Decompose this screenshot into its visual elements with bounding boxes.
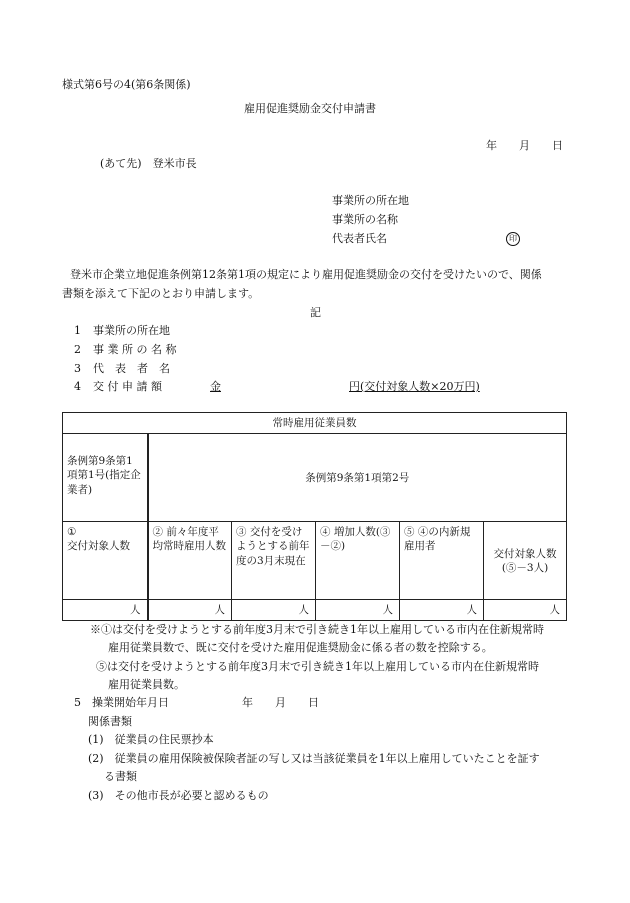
employee-table: [62, 412, 567, 621]
item-2: [74, 343, 176, 356]
item-4-label: 交 付 申 請 額: [93, 380, 162, 393]
body-line-1: 登米市企業立地促進条例第12条第1項の規定により雇用促進奨励金の交付を受けたいので、関係: [70, 268, 542, 281]
note-1-line-1: ※①は交付を受けようとする前年度3月末で引き続き1年以上雇用している市内在住新規常時: [90, 623, 544, 636]
item-4: [74, 380, 162, 393]
unit-cell-4: 人: [316, 600, 400, 621]
item-1-num: 1: [74, 324, 81, 337]
seal-icon: 印: [506, 232, 520, 246]
note-2-line-2: 雇用従業員数。: [108, 678, 185, 691]
applicant-name-label: 事業所の名称: [332, 213, 398, 226]
item-3-num: 3: [74, 362, 81, 375]
unit-cell-2: 人: [148, 600, 232, 621]
col-header-4: ④ 増加人数(③－②): [316, 522, 400, 600]
amount-field: [210, 380, 492, 393]
item-4-num: 4: [74, 380, 81, 393]
date-line: 年 月 日: [486, 139, 563, 152]
applicant-address-label: 事業所の所在地: [332, 194, 409, 207]
unit-cell-5: 人: [400, 600, 484, 621]
related-docs-title: 関係書類: [88, 715, 132, 728]
unit-cell-6: 人: [484, 600, 567, 621]
form-label: 様式第6号の4(第6条関係): [62, 78, 191, 91]
body-line-2: 書類を添えて下記のとおり申請します。: [62, 287, 260, 300]
page-title: 雇用促進奨励金交付申請書: [244, 102, 376, 115]
applicant-rep-label: 代表者氏名: [332, 232, 387, 245]
table-main-header: 常時雇用従業員数: [63, 413, 567, 434]
item-3-label: 代 表 者 名: [93, 362, 170, 375]
table-right-header: 条例第9条第1項第2号: [148, 434, 567, 522]
related-doc-2-line-2: る書類: [104, 770, 137, 783]
note-2-line-1: ⑤は交付を受けようとする前年度3月末で引き続き1年以上雇用している市内在住新規常時: [96, 660, 539, 673]
amount-suffix: 円(交付対象人数×20万円): [349, 380, 480, 393]
item-2-label: 事 業 所 の 名 称: [93, 343, 177, 356]
col-header-3: ③ 交付を受けようとする前年度の3月末現在: [232, 522, 316, 600]
item-3: [74, 362, 170, 375]
col-header-5: ⑤ ④の内新規雇用者: [400, 522, 484, 600]
unit-cell-1: 人: [63, 600, 148, 621]
col-header-2: ② 前々年度平均常時雇用人数: [148, 522, 232, 600]
item-1-label: 事業所の所在地: [93, 324, 170, 337]
item-1: [74, 324, 170, 337]
item-5-date: 年 月 日: [242, 696, 319, 709]
item-2-num: 2: [74, 343, 81, 356]
seal-mark: [506, 231, 520, 246]
amount-kin: 金: [210, 380, 221, 393]
related-doc-1: (1) 従業員の住民票抄本: [88, 733, 214, 746]
col-header-6: 交付対象人数(⑤－3人): [484, 522, 567, 600]
note-1-line-2: 雇用従業員数で、既に交付を受けた雇用促進奨励金に係る者の数を控除する。: [108, 641, 493, 654]
table-left-header: 条例第9条第1項第1号(指定企業者): [63, 434, 148, 522]
addressee: (あて先) 登米市長: [100, 157, 197, 170]
ki-label: 記: [310, 306, 321, 319]
unit-cell-3: 人: [232, 600, 316, 621]
col-header-1: ① 交付対象人数: [63, 522, 148, 600]
related-doc-2-line-1: (2) 従業員の雇用保険被保険者証の写し又は当該従業員を1年以上雇用していたことを証す: [88, 752, 540, 765]
related-doc-3: (3) その他市長が必要と認めるもの: [88, 789, 269, 802]
item-5-label: 5 操業開始年月日: [74, 696, 169, 709]
